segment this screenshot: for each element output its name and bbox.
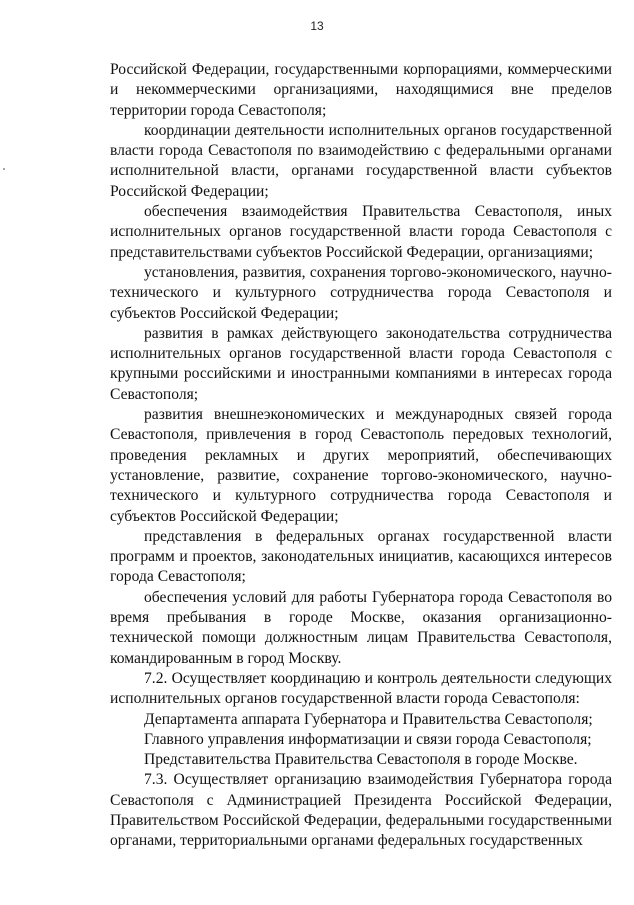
paragraph: Российской Федерации, государственными корпорациями, коммерческими и некоммерческими организациями, находящимися вне пределов территории города Севастополя; xyxy=(110,61,612,119)
paragraph: развития в рамках действующего законодательства сотрудничества исполнительных органов государственной власти города Севастополя с крупными российскими и иностранными компаниями в интересах города Севастополя; xyxy=(110,324,612,403)
document-body xyxy=(110,60,612,852)
paragraph: координации деятельности исполнительных органов государственной власти города Севастополя по взаимодействию с федеральными органами исполнительной власти, органами государственной власти субъектов Российской Федерации; xyxy=(110,121,612,200)
section-paragraph: 7.3. Осуществляет организацию взаимодействия Губернатора города Севастополя с Администрацией Президента Российской Федерации, Правительством Российской Федерации, федеральными государственными органами, территориальными органами федеральных государственных xyxy=(110,771,612,850)
margin-dot xyxy=(3,168,5,170)
paragraph: представления в федеральных органах государственной власти программ и проектов, законодательных инициатив, касающихся интересов города Севастополя; xyxy=(110,527,612,586)
paragraph: обеспечения взаимодействия Правительства Севастополя, иных исполнительных органов государственной власти города Севастополя с представительствами субъектов Российской Федерации, организациями; xyxy=(110,203,612,261)
paragraph: развития внешнеэкономических и международных связей города Севастополя, привлечения в город Севастополь передовых технологий, проведения рекламных и других мероприятий, обеспечивающих установление, развитие, сохранение торгово-экономического, научно-технического и культурного сотрудничества города Севастополя и субъектов Российской Федерации; xyxy=(110,406,612,525)
paragraph: обеспечения условий для работы Губернатора города Севастополя во время пребывания в городе Москве, оказания организационно-технической помощи должностным лицам Правительства Севастополя, командированным в город Москву. xyxy=(110,588,612,667)
paragraph: установления, развития, сохранения торгово-экономического, научно-технического и культурного сотрудничества города Севастополя и субъектов Российской Федерации; xyxy=(110,263,612,322)
list-item: Департамента аппарата Губернатора и Правительства Севастополя; xyxy=(144,710,593,728)
page-number: 13 xyxy=(310,19,324,33)
section-paragraph: 7.2. Осуществляет координацию и контроль деятельности следующих исполнительных органов государственной власти города Севастополя: xyxy=(110,669,612,708)
list-item: Главного управления информатизации и связи города Севастополя; xyxy=(144,730,592,748)
list-item: Представительства Правительства Севастополя в городе Москве. xyxy=(144,751,578,769)
